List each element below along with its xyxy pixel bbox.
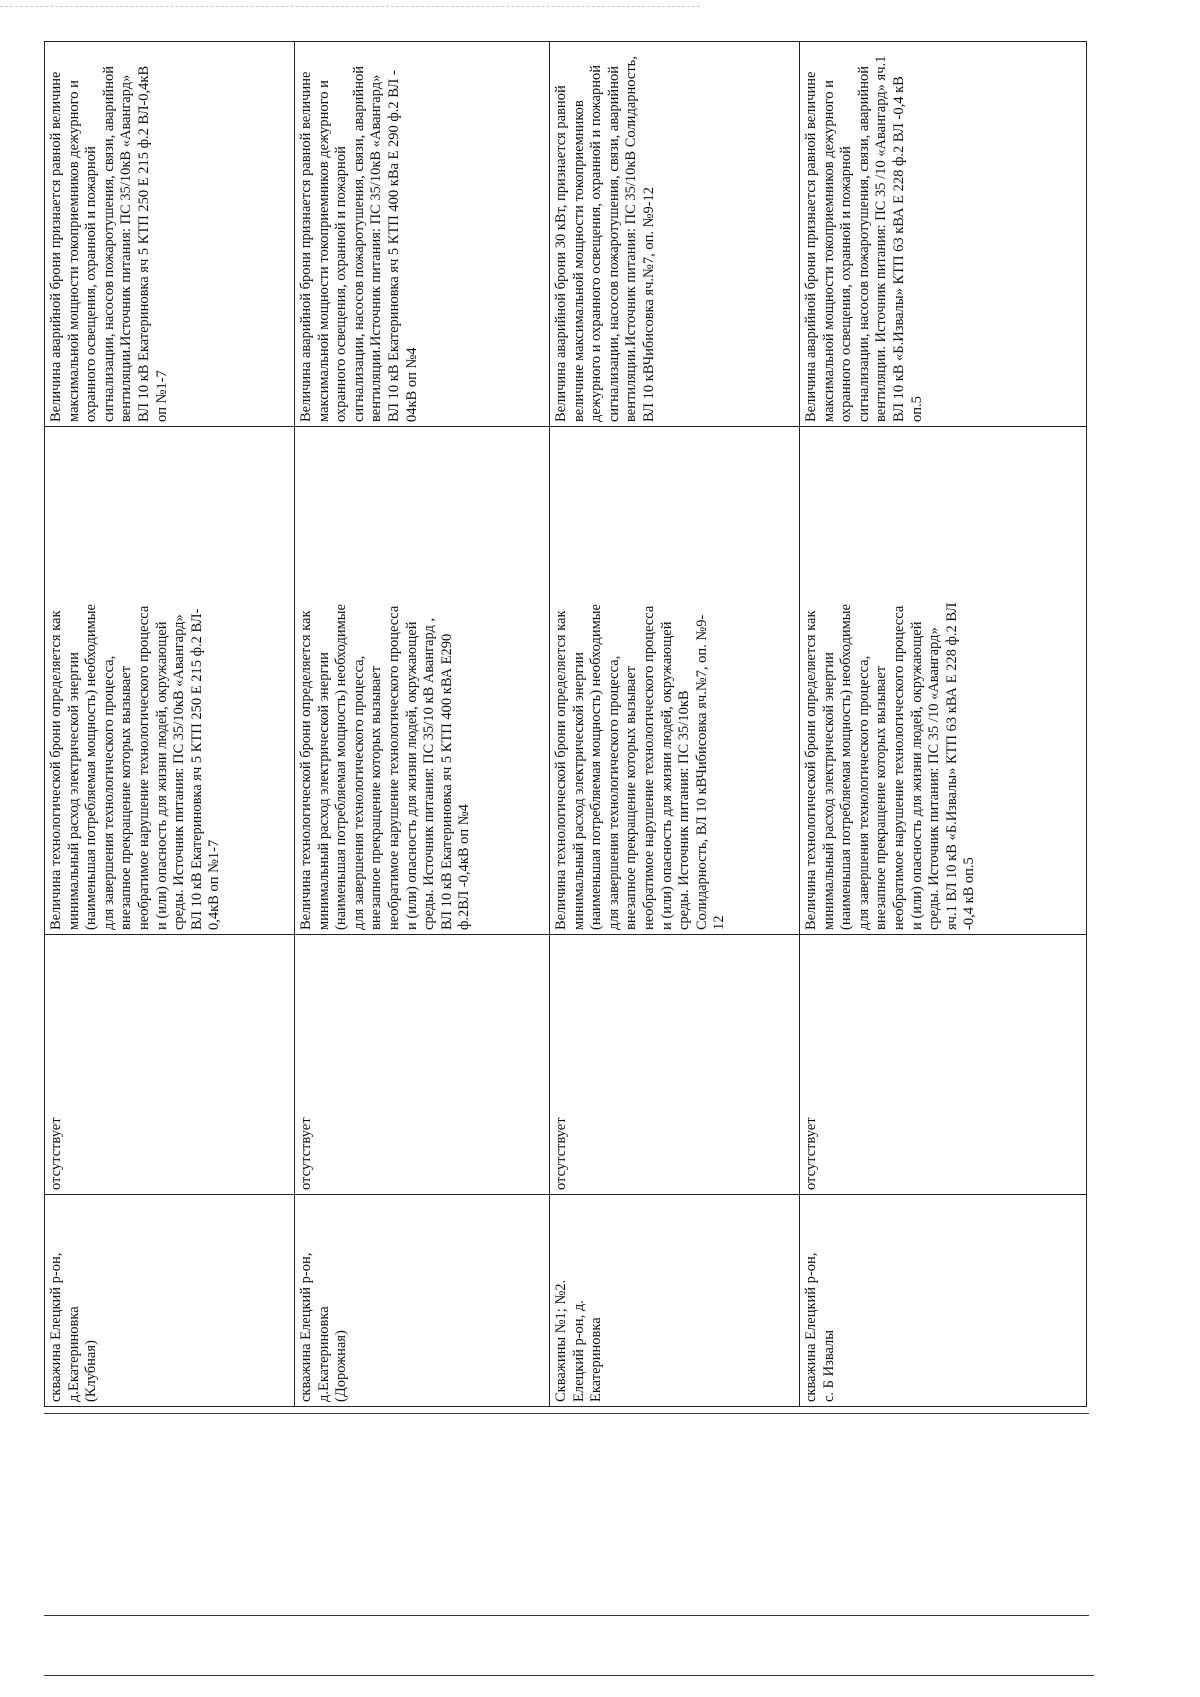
object-cell: скважина Елецкий р-он, д.Екатериновка (Клубная) [45,1195,295,1407]
technological-reserve-cell: Величина технологической брони определяется как минимальный расход электрической энергии (наименьшая потребляемая мощность) необходимые для завершения технологического процесса, внезапное прекращение которых вызывает необратимое нарушение технологического процесса и (или) опасность для жизни людей, окружающей среды. Источник питания: ПС 35 /10 «Авангард» яч.1 ВЛ 10 кВ «Б.Извалы» КТП 63 кВА Е 228 ф.2 ВЛ -0,4 кВ оп.5 [800,427,1087,935]
technological-reserve-cell: Величина технологической брони определяется как минимальный расход электрической энергии (наименьшая потребляемая мощность) необходимые для завершения технологического процесса, внезапное прекращение которых вызывает необратимое нарушение технологического процесса и (или) опасность для жизни людей, окружающей среды. Источник питания: ПС 35/10 кВ Авангард , ВЛ 10 кВ Екатериновка яч 5 КТП 400 кВА Е290 ф.2ВЛ -0,4кВ оп №4 [295,427,550,935]
horizontal-rule [44,1615,1089,1616]
reserve-cell: отсутствует [45,935,295,1195]
scan-edge-line [0,6,700,7]
horizontal-rule [44,1413,1089,1414]
object-cell: скважина Елецкий р-он, д.Екатериновка (Дорожная) [295,1195,550,1407]
emergency-reserve-cell: Величина аварийной брони 30 кВт, признается равной величине максимальной мощности токоприемников дежурного и охранного освещения, охранной и пожарной сигнализации, насосов пожаротушения, связи, аварийной вентиляции.Источник питания: ПС 35/10кВ Солидарность, ВЛ 10 кВЧибисовка яч.№7, оп. №9-12 [550,42,800,427]
table-row [800,42,1087,1407]
power-reserve-table [44,41,1087,1407]
reserve-cell: отсутствует [800,935,1087,1195]
emergency-reserve-cell: Величина аварийной брони признается равной величине максимальной мощности токоприемников дежурного и охранного освещения, охранной и пожарной сигнализации, насосов пожаротушения, связи, аварийной вентиляции. Источник питания: ПС 35 /10 «Авангард» яч.1 ВЛ 10 кВ «Б.Извалы» КТП 63 кВА Е 228 ф.2 ВЛ -0,4 кВ оп.5 [800,42,1087,427]
technological-reserve-cell: Величина технологической брони определяется как минимальный расход электрической энергии (наименьшая потребляемая мощность) необходимые для завершения технологического процесса, внезапное прекращение которых вызывает необратимое нарушение технологического процесса и (или) опасность для жизни людей, окружающей среды. Источник питания: ПС 35/10кВ «Авангард» ВЛ 10 кВ Екатериновка яч 5 КТП 250 Е 215 ф.2 ВЛ- 0,4кВ оп №1-7 [45,427,295,935]
object-cell: скважина Елецкий р-он, с. Б Извалы [800,1195,1087,1407]
table-row [45,42,295,1407]
reserve-cell: отсутствует [550,935,800,1195]
rotated-table-container [44,42,1086,1407]
reserve-cell: отсутствует [295,935,550,1195]
object-cell: Скважины №1; №2. Елецкий р-он, д. Екатериновка [550,1195,800,1407]
technological-reserve-cell: Величина технологической брони определяется как минимальный расход электрической энергии (наименьшая потребляемая мощность) необходимые для завершения технологического процесса, внезапное прекращение которых вызывает необратимое нарушение технологического процесса и (или) опасность для жизни людей, окружающей среды. Источник питания: ПС 35/10кВ Солидарность, ВЛ 10 кВЧибисовка яч.№7, оп. №9- 12 [550,427,800,935]
horizontal-rule [44,1675,1094,1676]
emergency-reserve-cell: Величина аварийной брони признается равной величине максимальной мощности токоприемников дежурного и охранного освещения, охранной и пожарной сигнализации, насосов пожаротушения, связи, аварийной вентиляции.Источник питания: ПС 35/10кВ «Авангард» ВЛ 10 кВ Екатериновка яч 5 КТП 250 Е 215 ф.2 ВЛ-0,4кВ оп №1-7 [45,42,295,427]
table-row [550,42,800,1407]
emergency-reserve-cell: Величина аварийной брони признается равной величине максимальной мощности токоприемников дежурного и охранного освещения, охранной и пожарной сигнализации, насосов пожаротушения, связи, аварийной вентиляции.Источник питания: ПС 35/10кВ «Авангард» ВЛ 10 кВ Екатериновка яч 5 КТП 400 кВа Е 290 ф.2 ВЛ - 04кВ оп №4 [295,42,550,427]
table-row [295,42,550,1407]
